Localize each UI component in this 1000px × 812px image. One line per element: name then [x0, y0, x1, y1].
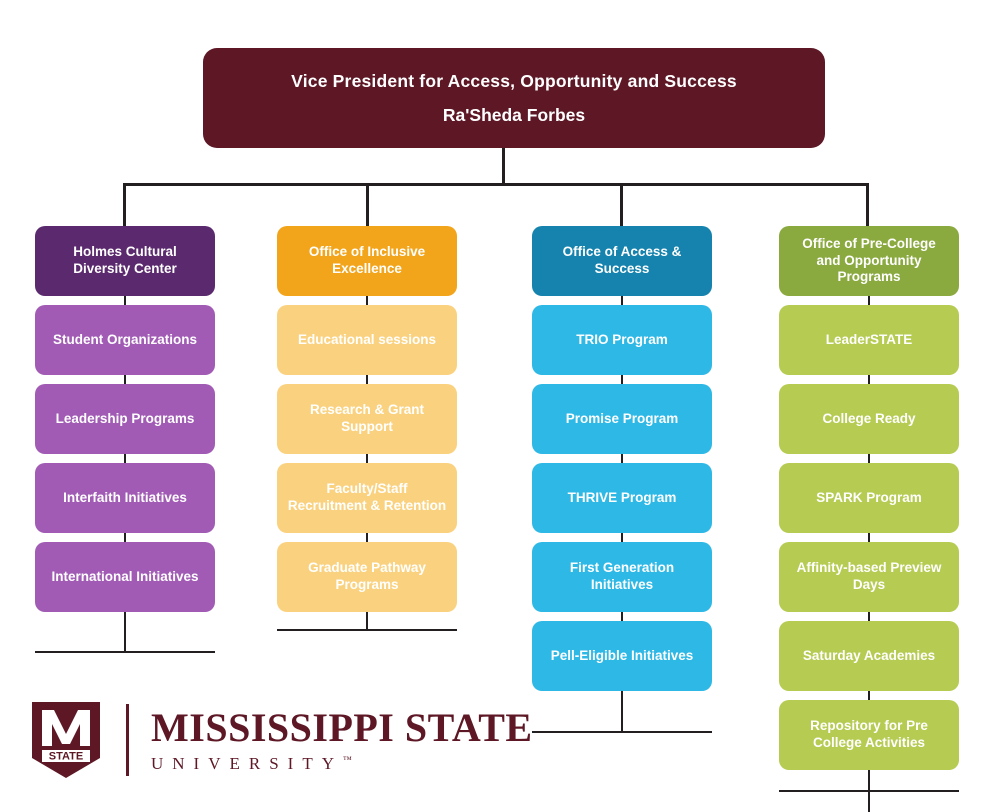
- connector-drop-col-1: [123, 183, 126, 226]
- spine-bottom-col-3: [532, 731, 712, 733]
- connector-drop-col-2: [366, 183, 369, 226]
- node-child-col-1-2[interactable]: Interfaith Initiatives: [35, 463, 215, 533]
- top-node-vice-president: [203, 48, 825, 148]
- spine-bottom-col-2: [277, 629, 457, 631]
- node-child-col-2-2[interactable]: Faculty/Staff Recruitment & Retention: [277, 463, 457, 533]
- logo-line-2-text: UNIVERSITY: [151, 754, 343, 773]
- node-child-col-2-3[interactable]: Graduate Pathway Programs: [277, 542, 457, 612]
- logo-divider: [126, 704, 129, 776]
- connector-drop-col-3: [620, 183, 623, 226]
- node-child-col-3-4[interactable]: Pell-Eligible Initiatives: [532, 621, 712, 691]
- node-child-col-4-2[interactable]: SPARK Program: [779, 463, 959, 533]
- connector-vertical-main: [502, 148, 505, 184]
- top-node-title: Vice President for Access, Opportunity and Success: [291, 71, 737, 92]
- node-child-col-4-4[interactable]: Saturday Academies: [779, 621, 959, 691]
- logo-line-1: MISSISSIPPI STATE: [151, 705, 533, 750]
- msu-logo: [28, 700, 533, 780]
- spine-bottom-col-4: [779, 790, 959, 792]
- node-child-col-3-3[interactable]: First Generation Initiatives: [532, 542, 712, 612]
- node-child-col-2-0[interactable]: Educational sessions: [277, 305, 457, 375]
- node-head-col-1[interactable]: Holmes Cultural Diversity Center: [35, 226, 215, 296]
- node-child-col-4-5[interactable]: Repository for Pre College Activities: [779, 700, 959, 770]
- node-child-col-1-0[interactable]: Student Organizations: [35, 305, 215, 375]
- node-head-col-4[interactable]: Office of Pre-College and Opportunity Programs: [779, 226, 959, 296]
- node-child-col-4-0[interactable]: LeaderSTATE: [779, 305, 959, 375]
- column-office-of-pre-college-and-opportunity-programs: [779, 226, 959, 779]
- column-holmes-cultural-diversity-center: [35, 226, 215, 621]
- node-child-col-3-0[interactable]: TRIO Program: [532, 305, 712, 375]
- svg-text:STATE: STATE: [48, 750, 84, 763]
- column-office-of-inclusive-excellence: [277, 226, 457, 621]
- node-child-col-4-3[interactable]: Affinity-based Preview Days: [779, 542, 959, 612]
- logo-line-2: [151, 755, 533, 772]
- msu-banner-m-icon: [28, 700, 104, 780]
- connector-horizontal-bus: [123, 183, 869, 186]
- top-node-person: Ra'Sheda Forbes: [442, 104, 586, 125]
- node-child-col-4-1[interactable]: College Ready: [779, 384, 959, 454]
- node-child-col-3-1[interactable]: Promise Program: [532, 384, 712, 454]
- node-head-col-2[interactable]: Office of Inclusive Excellence: [277, 226, 457, 296]
- node-child-col-2-1[interactable]: Research & Grant Support: [277, 384, 457, 454]
- connector-drop-col-4: [866, 183, 869, 226]
- node-child-col-1-1[interactable]: Leadership Programs: [35, 384, 215, 454]
- logo-wordmark: [151, 705, 533, 773]
- node-child-col-1-3[interactable]: International Initiatives: [35, 542, 215, 612]
- logo-trademark: ™: [343, 754, 352, 765]
- spine-bottom-col-1: [35, 651, 215, 653]
- node-child-col-3-2[interactable]: THRIVE Program: [532, 463, 712, 533]
- node-head-col-3[interactable]: Office of Access & Success: [532, 226, 712, 296]
- column-office-of-access-and-success: [532, 226, 712, 700]
